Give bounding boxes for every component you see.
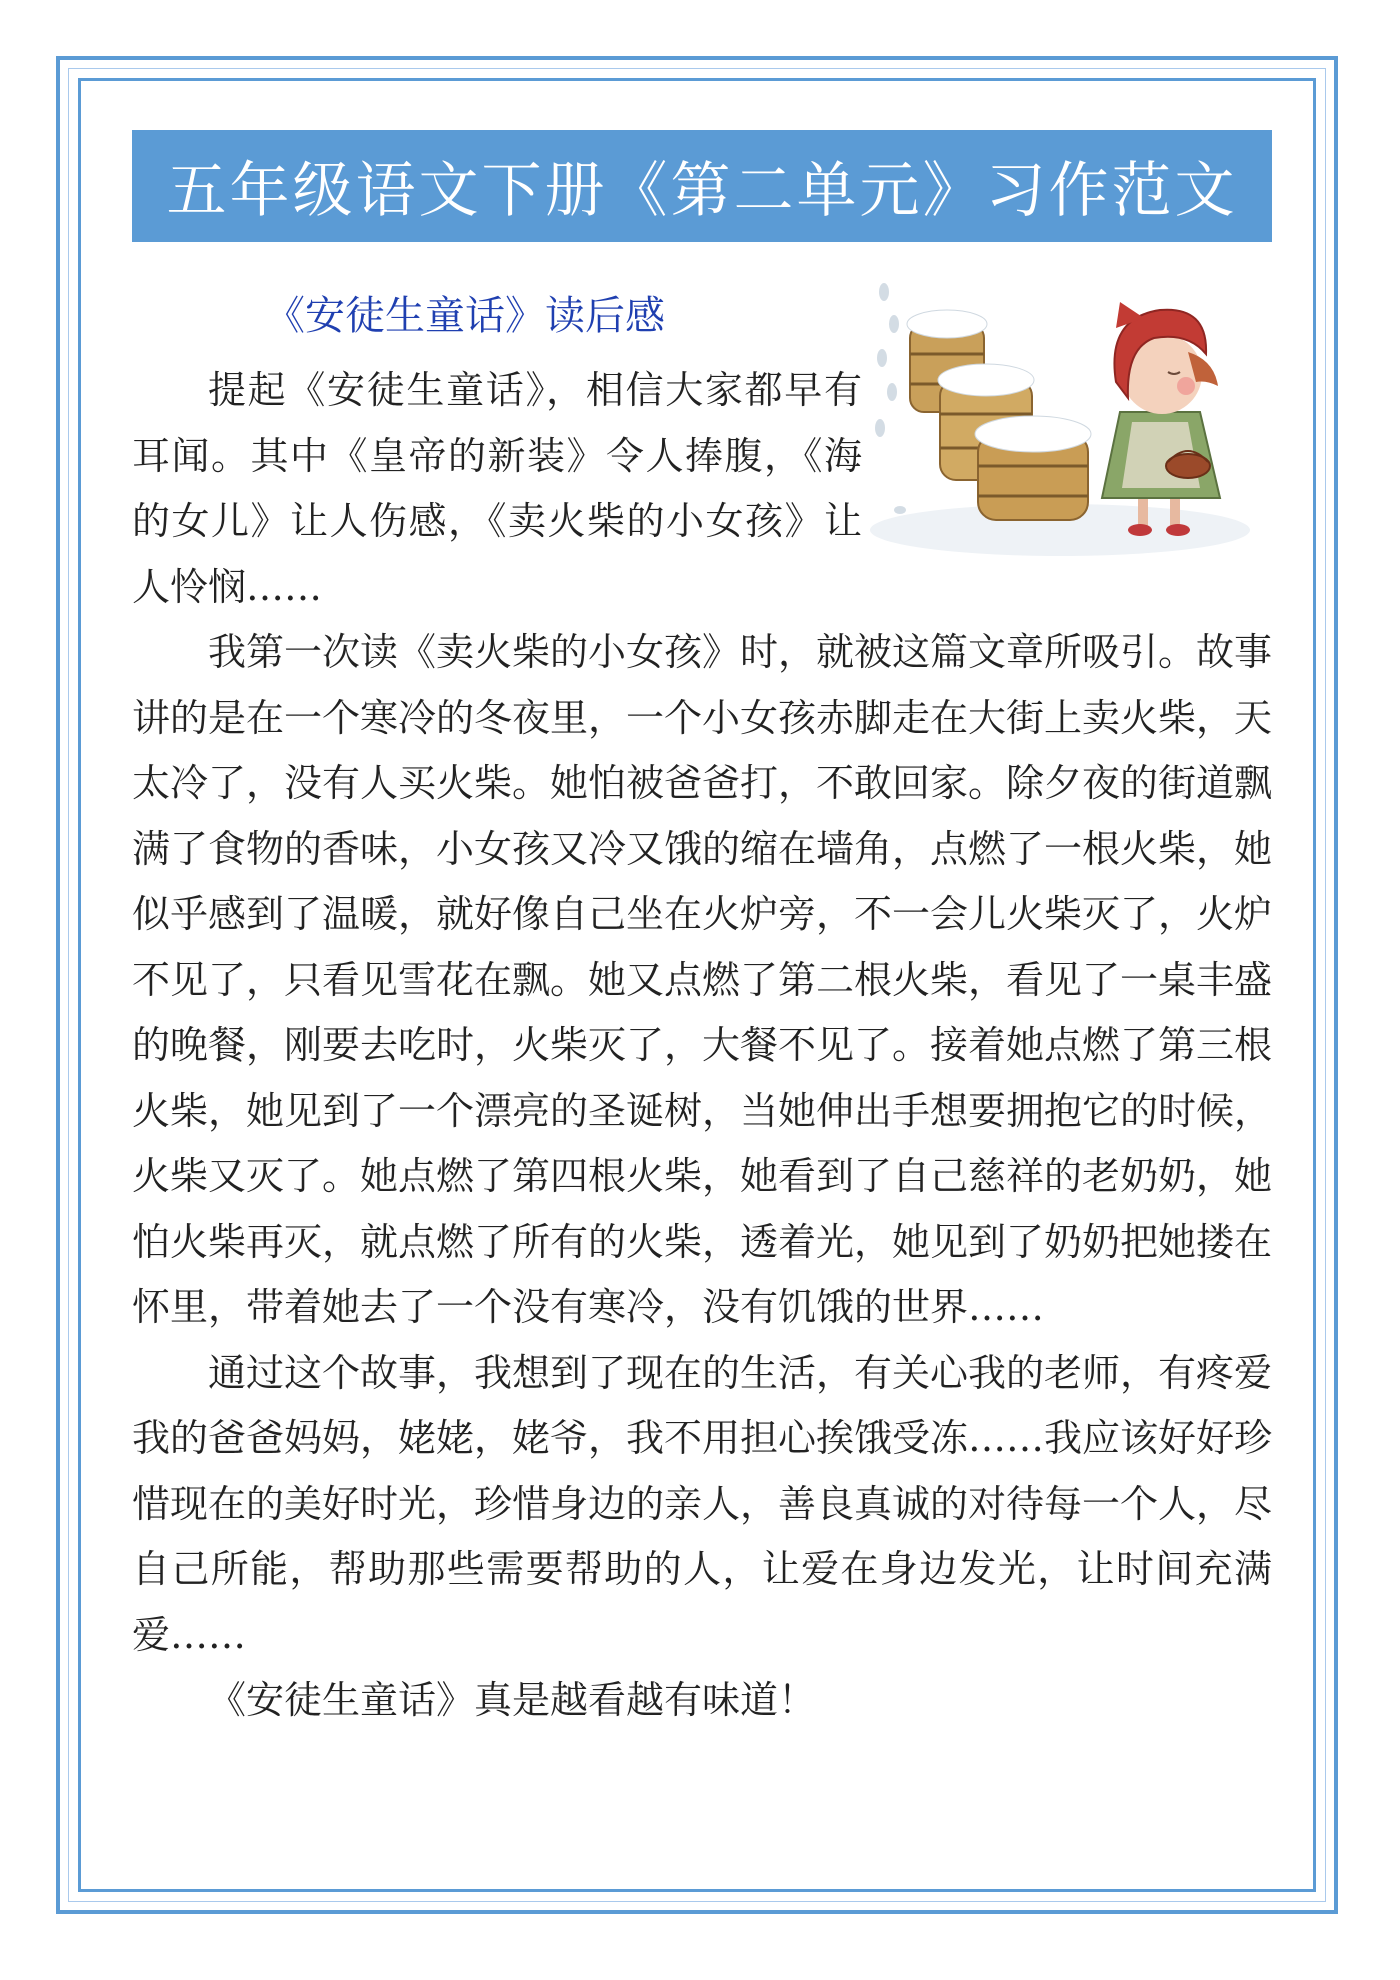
lead-paragraph-block bbox=[132, 358, 1272, 620]
essay-title: 《安徒生童话》读后感 bbox=[265, 293, 665, 339]
paragraph-2: 我第一次读《卖火柴的小女孩》时，就被这篇文章所吸引。故事讲的是在一个寒冷的冬夜里，一个小女孩赤脚走在大街上卖火柴，天太冷了，没有人买火柴。她怕被爸爸打，不敢回家。除夕夜的街道飘满了食物的香味，小女孩又冷又饿的缩在墙角，点燃了一根火柴，她似乎感到了温暖，就好像自己坐在火炉旁，不一会儿火柴灭了，火炉不见了，只看见雪花在飘。她又点燃了第二根火柴，看见了一桌丰盛的晚餐，刚要去吃时，火柴灭了，大餐不见了。接着她点燃了第三根火柴，她见到了一个漂亮的圣诞树，当她伸出手想要拥抱它的时候，火柴又灭了。她点燃了第四根火柴，她看到了自己慈祥的老奶奶，她怕火柴再灭，就点燃了所有的火柴，透着光，她见到了奶奶把她搂在怀里，带着她去了一个没有寒冷，没有饥饿的世界…… bbox=[132, 630, 1273, 1329]
paragraph-1: 提起《安徒生童话》，相信大家都早有耳闻。其中《皇帝的新装》令人捧腹，《海的女儿》让人伤感，《卖火柴的小女孩》让人怜悯…… bbox=[132, 368, 862, 609]
page-title: 五年级语文下册《第二单元》习作范文 bbox=[132, 130, 1272, 242]
paragraph-3: 通过这个故事，我想到了现在的生活，有关心我的老师，有疼爱我的爸爸妈妈，姥姥，姥爷，我不用担心挨饿受冻……我应该好好珍惜现在的美好时光，珍惜身边的亲人，善良真诚的对待每一个人，尽自己所能，帮助那些需要帮助的人，让爱在身边发光，让时间充满爱…… bbox=[132, 1350, 1273, 1657]
essay-body bbox=[132, 358, 1272, 1734]
paragraph-4: 《安徒生童话》真是越看越有味道！ bbox=[208, 1678, 817, 1722]
